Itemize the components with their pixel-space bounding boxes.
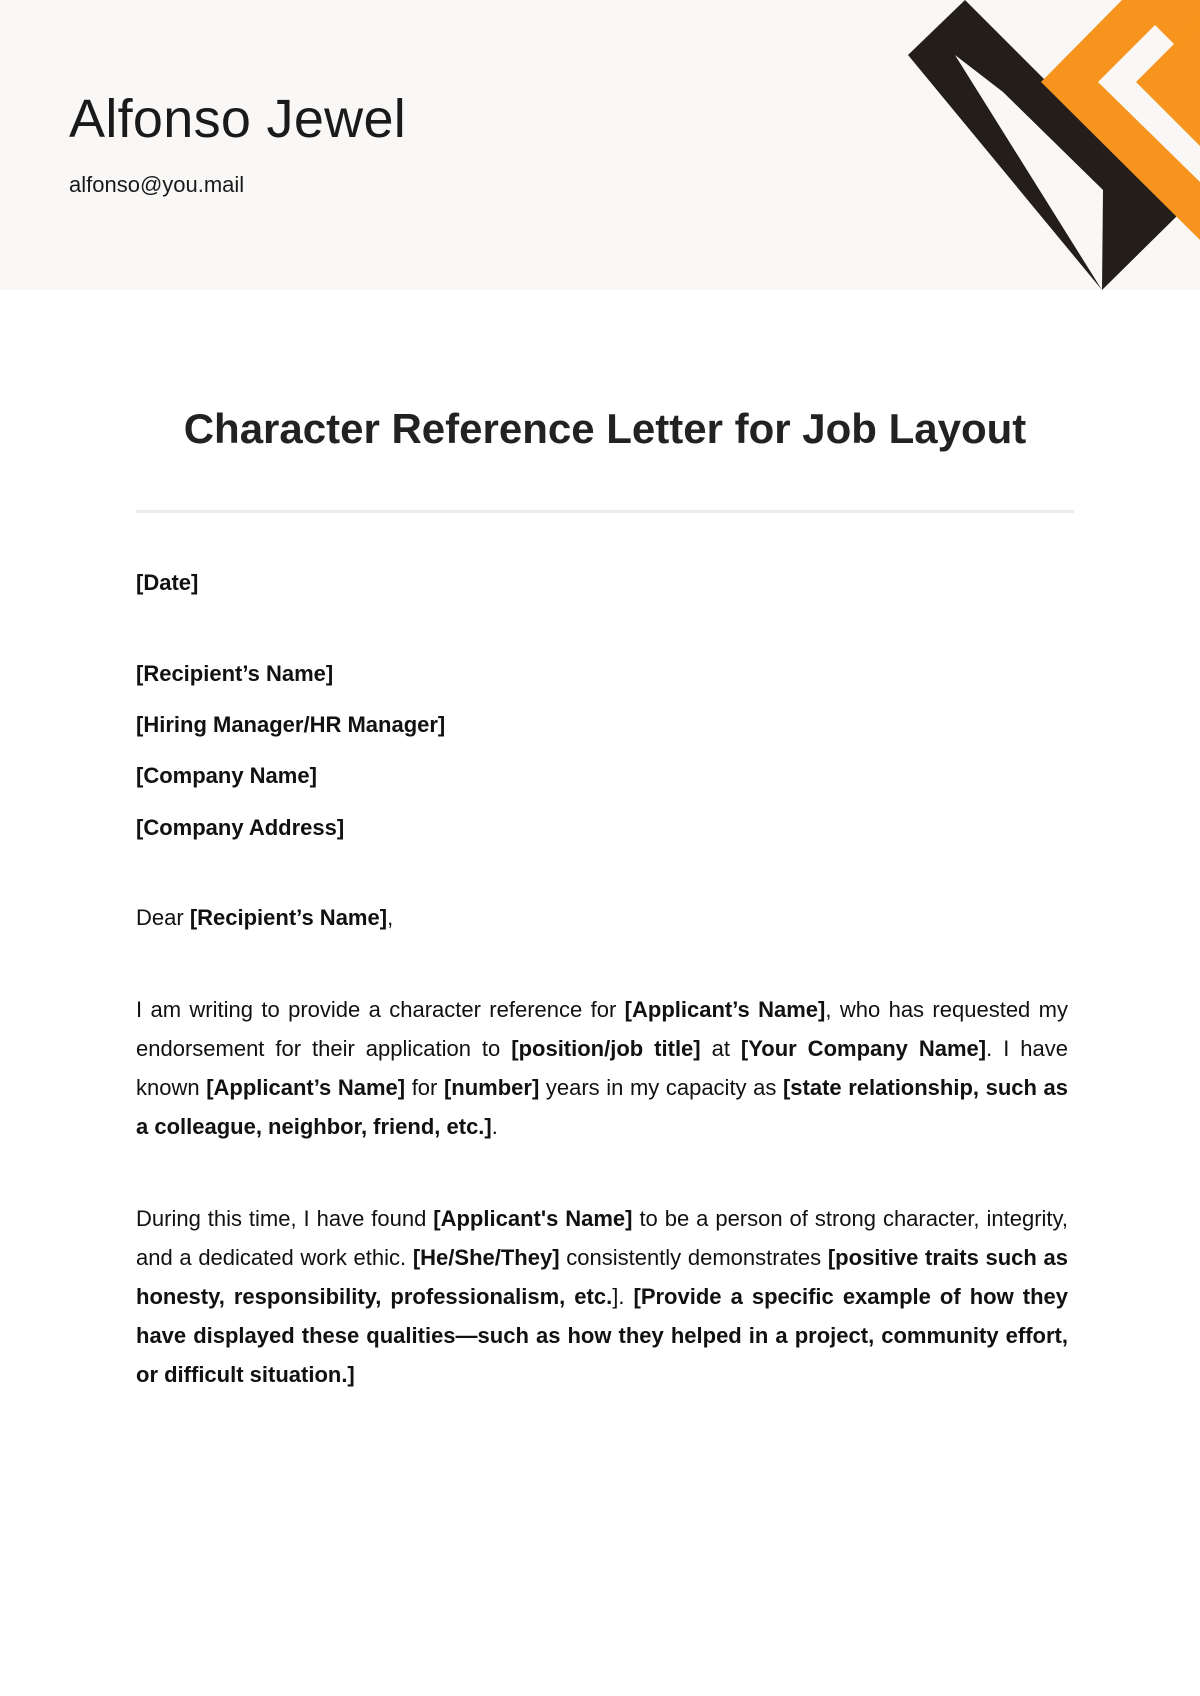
p1-company: [Your Company Name] [740,1036,987,1061]
salutation [136,905,393,931]
salutation-greeting: Dear [136,905,184,930]
chevron-decoration [0,0,1200,290]
sender-email: alfonso@you.mail [69,172,245,197]
p1-number: [number] [443,1075,540,1100]
paragraph-intro [136,990,1068,1146]
p1-applicant-name: [Applicant’s Name] [624,997,826,1022]
sender-name: Alfonso Jewel [69,89,407,149]
p1-text-1: I am writing to provide a character reference for [136,997,625,1022]
salutation-recipient: [Recipient’s Name] [189,905,388,930]
p1-text-3: at [700,1036,741,1061]
title-divider [136,510,1074,513]
p1-relationship: [state relationship, such as a colleague, neighbor, friend, etc.] [136,1075,1068,1139]
p1-text-4: . I have known [136,1036,1068,1100]
p1-text-5: for [405,1075,444,1100]
recipient-role-field: [Hiring Manager/HR Manager] [136,712,446,737]
p2-applicant-name: [Applicant's Name] [433,1206,633,1231]
p1-applicant-name-2: [Applicant’s Name] [206,1075,406,1100]
p2-traits: [positive traits such as honesty, responsibility, professionalism, etc. [136,1245,1069,1309]
salutation-punct: , [387,905,394,930]
recipient-name-field: [Recipient’s Name] [136,661,334,686]
p1-text-6: years in my capacity as [539,1075,783,1100]
p2-pronoun: [He/She/They] [412,1245,560,1270]
company-address-field: [Company Address] [136,815,345,840]
p2-text-3: consistently demonstrates [559,1245,828,1270]
p1-text-7: . [491,1114,498,1139]
paragraph-character [136,1199,1068,1394]
p2-text-1: During this time, I have found [136,1206,434,1231]
document-title: Character Reference Letter for Job Layout [183,405,1027,452]
p2-text-4: ]. [612,1284,634,1309]
p2-text-2: to be a person of strong character, integrity, and a dedicated work ethic. [136,1206,1069,1270]
p1-text-2: , who has requested my endorsement for their application to [136,997,1068,1061]
company-name-field: [Company Name] [136,763,317,788]
letterhead [0,0,1200,290]
p1-position: [position/job title] [511,1036,701,1061]
date-field: [Date] [136,570,199,595]
p2-example: [Provide a specific example of how they have displayed these qualities—such as how they helped in a project, community effort, or difficult situation.] [136,1284,1069,1387]
